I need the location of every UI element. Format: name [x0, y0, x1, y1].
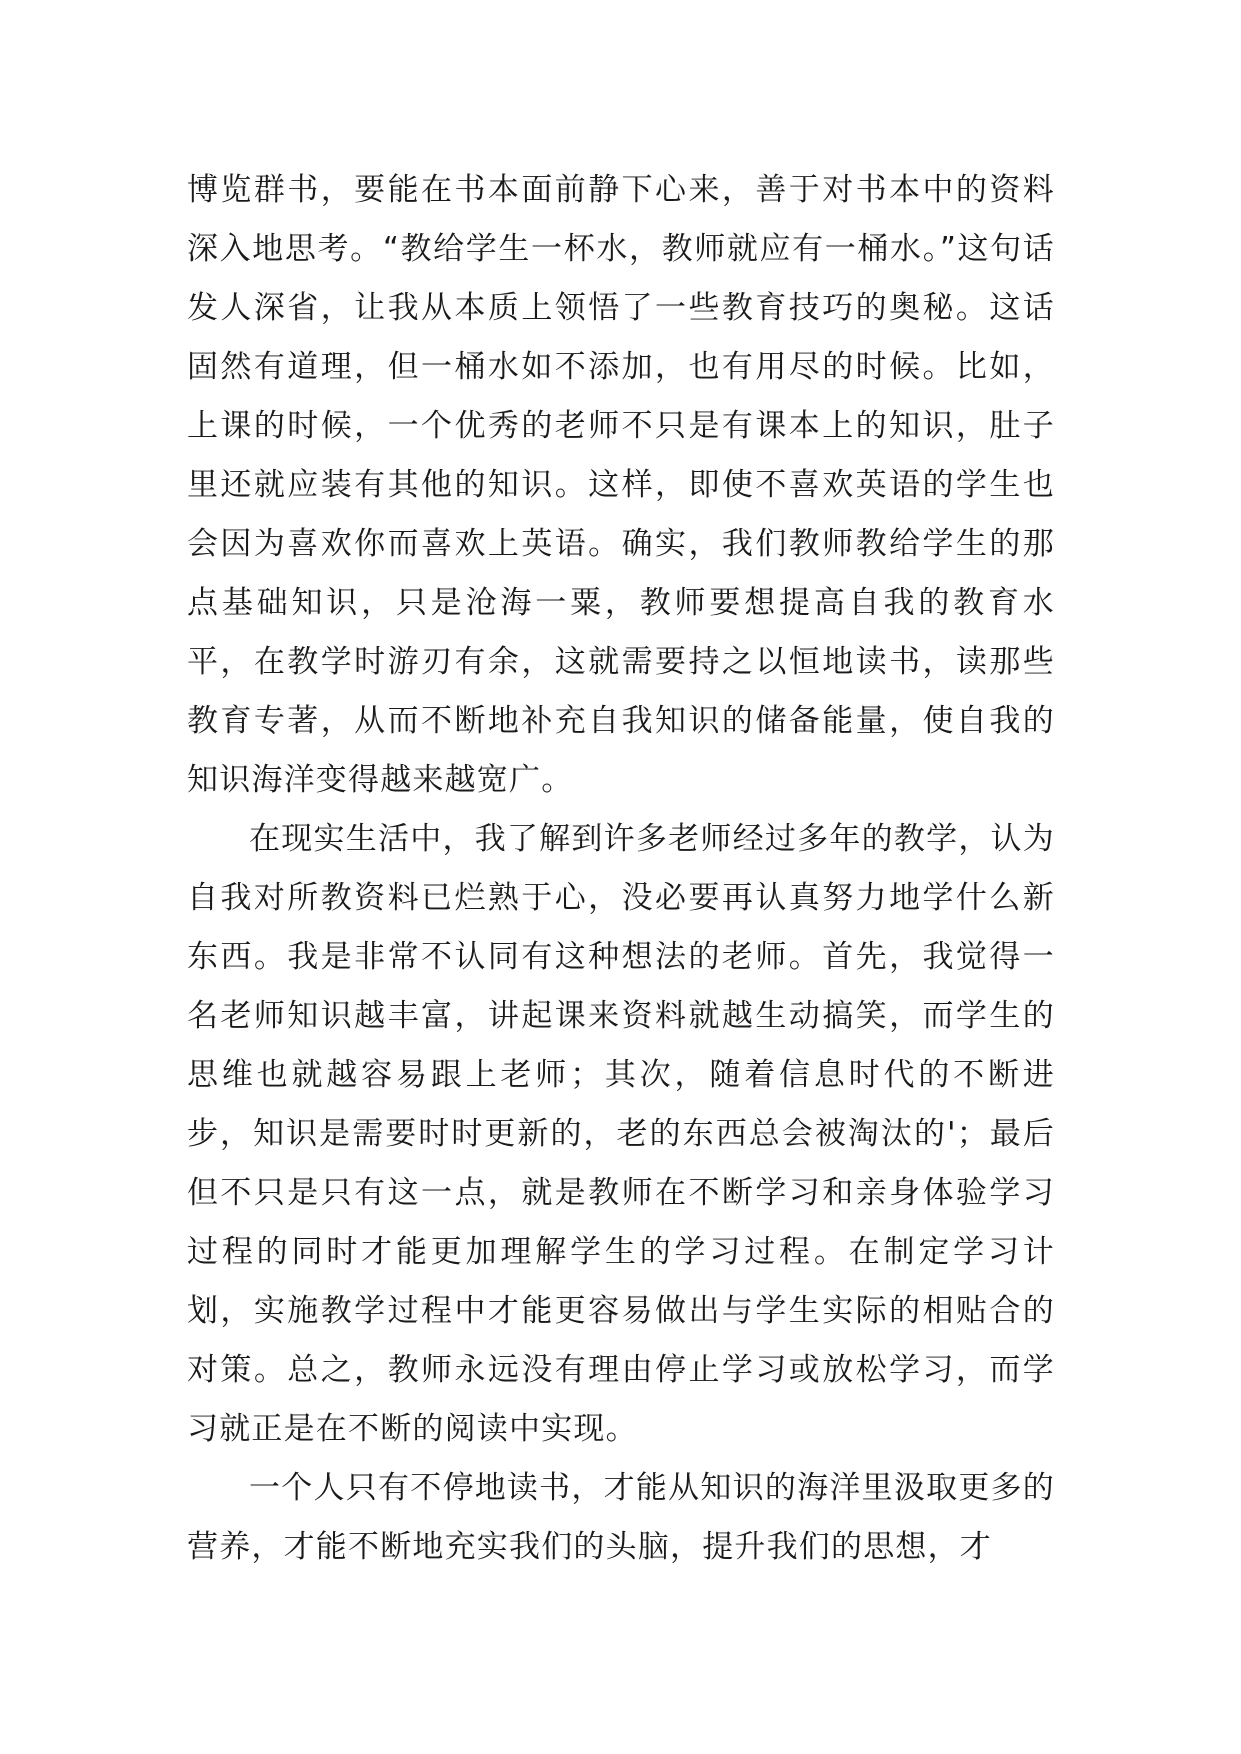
document-body: [187, 161, 1055, 1577]
paragraph-2: 在现实生活中，我了解到许多老师经过多年的教学，认为自我对所教资料已烂熟于心，没必要再认真努力地学什么新东西。我是非常不认同有这种想法的老师。首先，我觉得一名老师知识越丰富，讲起课来资料就越生动搞笑，而学生的思维也就越容易跟上老师；其次，随着信息时代的不断进步，知识是需要时时更新的，老的东西总会被淘汰的'；最后但不只是只有这一点，就是教师在不断学习和亲身体验学习过程的同时才能更加理解学生的学习过程。在制定学习计划，实施教学过程中才能更容易做出与学生实际的相贴合的对策。总之，教师永远没有理由停止学习或放松学习，而学习就正是在不断的阅读中实现。: [187, 821, 1055, 1447]
paragraph-1: 博览群书，要能在书本面前静下心来，善于对书本中的资料深入地思考。“教给学生一杯水，教师就应有一桶水。”这句话发人深省，让我从本质上领悟了一些教育技巧的奥秘。这话固然有道理，但一桶水如不添加，也有用尽的时候。比如，上课的时候，一个优秀的老师不只是有课本上的知识，肚子里还就应装有其他的知识。这样，即使不喜欢英语的学生也会因为喜欢你而喜欢上英语。确实，我们教师教给学生的那点基础知识，只是沧海一粟，教师要想提高自我的教育水平，在教学时游刃有余，这就需要持之以恒地读书，读那些教育专著，从而不断地补充自我知识的储备能量，使自我的知识海洋变得越来越宽广。: [187, 172, 1055, 798]
paragraph-3: 一个人只有不停地读书，才能从知识的海洋里汲取更多的营养，才能不断地充实我们的头脑，提升我们的思想，才: [187, 1470, 1055, 1565]
